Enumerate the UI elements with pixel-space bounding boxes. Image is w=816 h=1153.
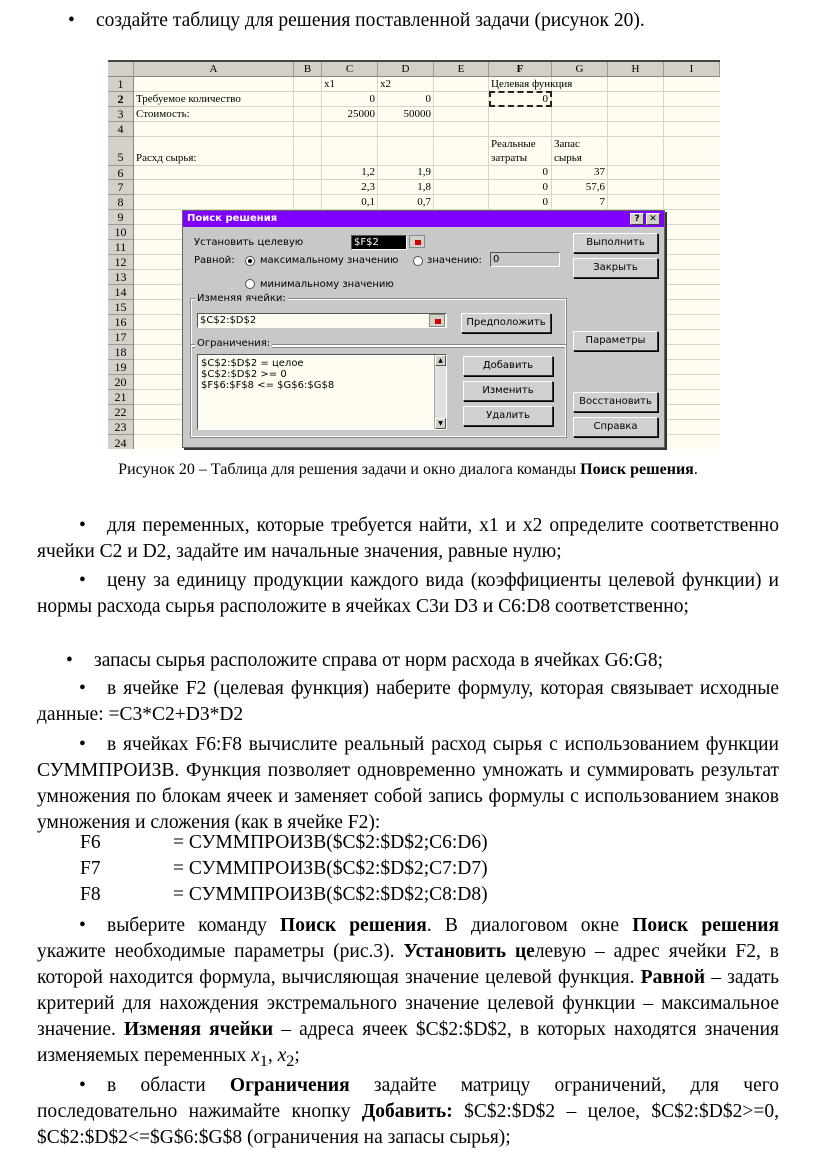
collapse-dialog-icon[interactable] bbox=[409, 235, 425, 248]
solver-dialog bbox=[182, 210, 665, 448]
row-header-22[interactable]: 22 bbox=[108, 405, 134, 420]
bullet-icon: • bbox=[79, 515, 86, 536]
cell-a2[interactable]: Требуемое количество bbox=[136, 93, 241, 105]
formula-cell: F6 bbox=[80, 832, 101, 853]
cell-d8[interactable]: 0,7 bbox=[417, 196, 431, 208]
formula-line-f7 bbox=[80, 856, 488, 882]
close-button[interactable]: Закрыть bbox=[573, 258, 658, 278]
cell-a5[interactable]: Расхд сырья: bbox=[136, 152, 197, 164]
row-header-19[interactable]: 19 bbox=[108, 360, 134, 375]
cell-g5-line1[interactable]: Запас bbox=[554, 138, 580, 150]
text: укажите необходимые параметры (рис.3). bbox=[37, 941, 404, 962]
column-header-f[interactable]: F bbox=[489, 62, 552, 77]
text: выберите команду bbox=[107, 915, 281, 936]
help-button[interactable]: Справка bbox=[573, 417, 658, 437]
bold-text: Изменяя ячейки bbox=[124, 1019, 274, 1040]
bullet-icon: • bbox=[79, 915, 86, 936]
radio-value-label[interactable]: значению: bbox=[427, 255, 482, 266]
paragraph-text: в ячейке F2 (целевая функция) наберите формулу, которая связывает исходные данные: =C3*C2+D3*D2 bbox=[37, 678, 779, 725]
italic-var: x bbox=[251, 1045, 260, 1066]
intro-bullet-item bbox=[68, 8, 768, 34]
column-header-a[interactable]: A bbox=[134, 62, 294, 77]
column-header-b[interactable]: B bbox=[294, 62, 322, 77]
changing-cells-label: Изменяя ячейки: bbox=[197, 293, 286, 304]
row-header-2[interactable]: 2 bbox=[108, 92, 134, 107]
bold-text: Добавить: bbox=[361, 1101, 453, 1122]
cell-f2[interactable]: 0 bbox=[542, 93, 548, 105]
collapse-dialog-icon[interactable] bbox=[429, 314, 445, 327]
bold-text: Поиск решения bbox=[632, 915, 779, 936]
formula-expr: = СУММПРОИЗВ($C$2:$D$2;C8:D8) bbox=[173, 884, 488, 905]
scroll-down-icon[interactable]: ▼ bbox=[435, 418, 446, 429]
dialog-title: Поиск решения bbox=[187, 213, 278, 224]
constraint-item[interactable]: $F$6:$F$8 <= $G$6:$G$8 bbox=[201, 380, 335, 391]
row-header-11[interactable]: 11 bbox=[108, 240, 134, 255]
caption-suffix: . bbox=[693, 461, 698, 478]
row-header-15[interactable]: 15 bbox=[108, 300, 134, 315]
paragraph-text: в ячейках F6:F8 вычислите реальный расход сырья с использованием функции СУММПРОИЗВ. Функция позволяет одновременно умножать и суммировать результат умножения по блокам ячеек и заменяет собой запись формулы с использованием знаков умножения и сложения (как в ячейке F2): bbox=[37, 734, 779, 833]
paragraph-text: для переменных, которые требуется найти, x1 и x2 определите соответственно ячейки C2 и D2, задайте им начальные значения, равные нулю; bbox=[37, 515, 779, 562]
reset-all-button[interactable]: Восстановить bbox=[573, 392, 658, 412]
paragraph-sumproduct bbox=[37, 732, 779, 836]
cell-c6[interactable]: 1,2 bbox=[361, 166, 375, 178]
target-cell-input[interactable]: $F$2 bbox=[351, 235, 407, 250]
row-header-23[interactable]: 23 bbox=[108, 420, 134, 435]
cell-f5-line2[interactable]: затраты bbox=[491, 152, 528, 164]
bold-text: Равной bbox=[640, 967, 706, 988]
cell-d1[interactable]: x2 bbox=[380, 78, 391, 90]
caption-text: Рисунок 20 – Таблица для решения задачи и окно диалога команды bbox=[118, 461, 581, 478]
gridline bbox=[134, 106, 720, 107]
delete-button[interactable]: Удалить bbox=[463, 406, 553, 426]
bullet-icon: • bbox=[79, 678, 86, 699]
row-header-24[interactable]: 24 bbox=[108, 435, 134, 449]
radio-value[interactable] bbox=[413, 256, 423, 266]
cell-c3[interactable]: 25000 bbox=[347, 108, 375, 120]
cell-f5-line1[interactable]: Реальные bbox=[491, 138, 536, 150]
constraint-item[interactable]: $C$2:$D$2 = целое bbox=[201, 358, 304, 369]
paragraph-variables bbox=[37, 513, 779, 565]
paragraph-prices bbox=[37, 568, 779, 620]
cell-g7[interactable]: 57,6 bbox=[585, 181, 605, 193]
gridline bbox=[134, 91, 720, 92]
italic-var: x bbox=[277, 1045, 287, 1066]
text: $C$2:$D$2 – целое, $C$2:$D$2>=0, $C$2:$D$2<=$G$6:$G$8 (ограничения на запасы сырья); bbox=[37, 1101, 779, 1148]
solve-button[interactable]: Выполнить bbox=[573, 233, 658, 253]
bold-text: Поиск решения bbox=[280, 915, 427, 936]
bold-text: Ограничения bbox=[229, 1075, 350, 1096]
column-header-h[interactable]: H bbox=[608, 62, 664, 77]
text: – адреса ячеек $C$2:$D$2, в которых находятся значения изменяемых переменных bbox=[37, 1019, 779, 1066]
text: левую – адрес ячейки F2, в которой находится формула, вычисляющая значение целевой функция. bbox=[37, 941, 779, 988]
paragraph-target-formula bbox=[37, 676, 779, 728]
corner-header[interactable] bbox=[108, 62, 134, 77]
cell-g8[interactable]: 7 bbox=[599, 196, 605, 208]
row-header-13[interactable]: 13 bbox=[108, 270, 134, 285]
row-header-16[interactable]: 16 bbox=[108, 315, 134, 330]
paragraph-stock bbox=[66, 648, 786, 674]
row-header-9[interactable]: 9 bbox=[108, 210, 134, 225]
row-header-20[interactable]: 20 bbox=[108, 375, 134, 390]
radio-min-label[interactable]: минимальному значению bbox=[260, 279, 394, 290]
changing-cells-input[interactable]: $C$2:$D$2 bbox=[197, 313, 447, 328]
formula-line-f6 bbox=[80, 830, 488, 856]
cell-f8[interactable]: 0 bbox=[542, 196, 548, 208]
paragraph-constraints bbox=[37, 1073, 779, 1151]
value-input[interactable]: 0 bbox=[490, 252, 560, 267]
formula-cell: F8 bbox=[80, 884, 101, 905]
cell-g5-line2[interactable]: сырья bbox=[554, 152, 582, 164]
row-header-7[interactable]: 7 bbox=[108, 180, 134, 195]
radio-min[interactable] bbox=[245, 279, 255, 289]
row-header-10[interactable]: 10 bbox=[108, 225, 134, 240]
constraints-list[interactable] bbox=[197, 354, 447, 430]
cell-d7[interactable]: 1,8 bbox=[417, 181, 431, 193]
cell-d3[interactable]: 50000 bbox=[403, 108, 431, 120]
text: . В диалоговом окне bbox=[426, 915, 633, 936]
row-header-4[interactable]: 4 bbox=[108, 122, 134, 137]
change-button[interactable]: Изменить bbox=[463, 381, 553, 401]
gridline bbox=[134, 136, 720, 137]
gridline bbox=[134, 121, 720, 122]
cell-a3[interactable]: Стоимость: bbox=[136, 108, 190, 120]
radio-max-label[interactable]: максимальному значению bbox=[260, 255, 399, 266]
row-header-12[interactable]: 12 bbox=[108, 255, 134, 270]
formula-cell: F7 bbox=[80, 858, 101, 879]
paragraph-solver-command bbox=[37, 913, 779, 1074]
guess-button[interactable]: Предположить bbox=[461, 313, 551, 333]
gridline bbox=[134, 179, 720, 180]
help-icon[interactable]: ? bbox=[630, 213, 644, 225]
cell-g6[interactable]: 37 bbox=[594, 166, 605, 178]
text: задайте матрицу ограничений, для чего последовательно нажимайте кнопку bbox=[37, 1075, 779, 1122]
row-header-17[interactable]: 17 bbox=[108, 330, 134, 345]
add-button[interactable]: Добавить bbox=[463, 356, 553, 376]
close-icon[interactable]: ✕ bbox=[646, 213, 660, 225]
caption-bold: Поиск решения bbox=[580, 461, 694, 478]
row-header-6[interactable]: 6 bbox=[108, 166, 134, 180]
paragraph-text: запасы сырья расположите справа от норм расхода в ячейках G6:G8; bbox=[94, 650, 664, 671]
paragraph-text: цену за единицу продукции каждого вида (коэффициенты целевой функции) и нормы расхода сырья расположите в ячейках C3и D3 и C6:D8 соответственно; bbox=[37, 570, 779, 617]
cell-f1[interactable]: Целевая функция bbox=[491, 78, 573, 90]
constraint-item[interactable]: $C$2:$D$2 >= 0 bbox=[201, 369, 287, 380]
cell-f6[interactable]: 0 bbox=[542, 166, 548, 178]
bullet-icon: • bbox=[79, 734, 86, 755]
text: – задать критерий для нахождения экстремального значение целевой функции – максимальное значение. bbox=[37, 967, 779, 1040]
bullet-icon: • bbox=[66, 650, 73, 671]
subscript: 1 bbox=[259, 1051, 268, 1070]
row-header-21[interactable]: 21 bbox=[108, 390, 134, 405]
figure-caption bbox=[0, 460, 816, 480]
row-header-1[interactable]: 1 bbox=[108, 77, 134, 92]
options-button[interactable]: Параметры bbox=[573, 331, 658, 351]
column-header-e[interactable]: E bbox=[434, 62, 489, 77]
cell-c8[interactable]: 0,1 bbox=[361, 196, 375, 208]
row-header-3[interactable]: 3 bbox=[108, 107, 134, 122]
cell-c1[interactable]: x1 bbox=[324, 78, 335, 90]
scroll-up-icon[interactable]: ▲ bbox=[435, 355, 446, 366]
cell-f7[interactable]: 0 bbox=[542, 181, 548, 193]
row-header-14[interactable]: 14 bbox=[108, 285, 134, 300]
bullet-icon: • bbox=[79, 570, 86, 591]
column-header-c[interactable]: C bbox=[322, 62, 378, 77]
gridline bbox=[134, 194, 720, 195]
column-header-i[interactable]: I bbox=[664, 62, 720, 77]
column-header-d[interactable]: D bbox=[378, 62, 434, 77]
row-header-18[interactable]: 18 bbox=[108, 345, 134, 360]
text: в области bbox=[107, 1075, 230, 1096]
subscript: 2 bbox=[286, 1051, 295, 1070]
formula-expr: = СУММПРОИЗВ($C$2:$D$2;C7:D7) bbox=[173, 858, 488, 879]
bold-text: Установить це bbox=[403, 941, 535, 962]
cell-d2[interactable]: 0 bbox=[425, 93, 431, 105]
cell-c2[interactable]: 0 bbox=[369, 93, 375, 105]
bullet-icon: • bbox=[68, 10, 75, 31]
radio-max[interactable] bbox=[245, 256, 255, 266]
text: ; bbox=[294, 1045, 300, 1066]
formula-expr: = СУММПРОИЗВ($C$2:$D$2;C6:D6) bbox=[173, 832, 488, 853]
bullet-icon: • bbox=[79, 1075, 86, 1096]
equal-to-label: Равной: bbox=[194, 255, 235, 266]
constraints-scrollbar[interactable] bbox=[434, 355, 446, 429]
cell-d6[interactable]: 1,9 bbox=[417, 166, 431, 178]
target-cell-label: Установить целевую bbox=[194, 237, 304, 248]
row-header-5[interactable]: 5 bbox=[108, 137, 134, 166]
constraints-label: Ограничения: bbox=[197, 338, 271, 349]
intro-bullet-text: создайте таблицу для решения поставленной задачи (рисунок 20). bbox=[96, 10, 645, 31]
cell-c7[interactable]: 2,3 bbox=[361, 181, 375, 193]
dialog-title-bar[interactable] bbox=[183, 211, 664, 227]
text: , bbox=[267, 1045, 278, 1066]
row-header-8[interactable]: 8 bbox=[108, 195, 134, 210]
column-header-g[interactable]: G bbox=[552, 62, 608, 77]
formula-line-f8 bbox=[80, 882, 488, 908]
